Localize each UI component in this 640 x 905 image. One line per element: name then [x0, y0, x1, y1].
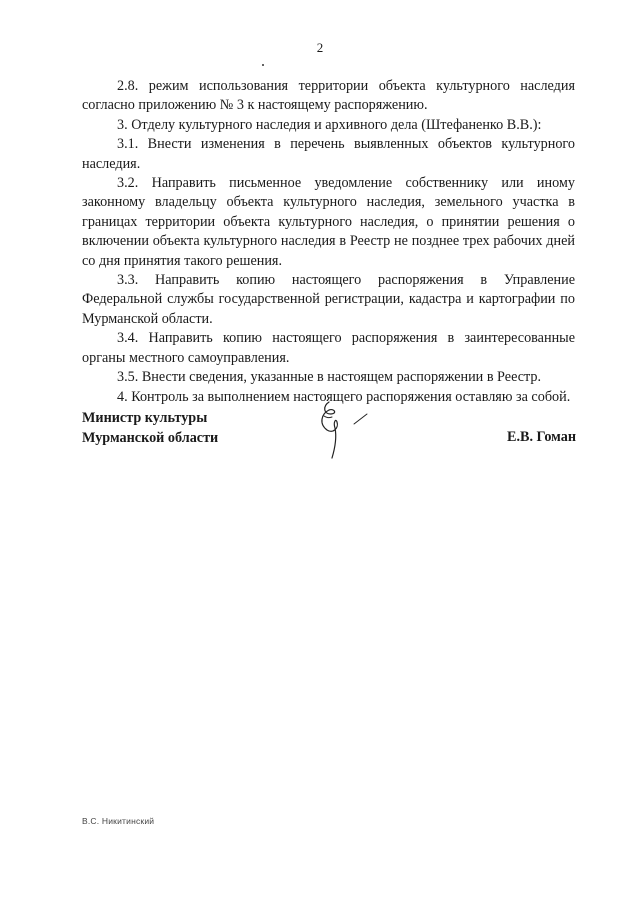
document-body [82, 77, 575, 407]
signatory-position-line2: Мурманской области [82, 429, 219, 446]
paragraph-3-5: 3.5. Внести сведения, указанные в настоящем распоряжении в Реестр. [117, 369, 542, 386]
paragraph-3-1: 3.1. Внести изменения в перечень выявленных объектов культурного наследия. [82, 136, 575, 172]
signatory-position-line1: Министр культуры [82, 410, 208, 426]
page-number: 2 [316, 40, 324, 55]
paragraph-3-4: 3.4. Направить копию настоящего распоряжения в заинтересованные органы местного самоуправления. [82, 330, 575, 366]
scan-speck [262, 64, 264, 66]
signatory-position [82, 409, 218, 448]
paragraph-3-3: 3.3. Направить копию настоящего распоряжения в Управление Федеральной службы государственной регистрации, кадастра и картографии по Мурманской области. [82, 272, 575, 327]
handwritten-signature [305, 392, 385, 467]
paragraph-2-8: 2.8. режим использования территории объекта культурного наследия согласно приложению № 3 к настоящему распоряжению. [82, 78, 575, 114]
paragraph-3-2: 3.2. Направить письменное уведомление собственнику или иному законному владельцу объекта культурного наследия, земельного участка в границах территории объекта культурного наследия, о принятии решения о включении объекта культурного наследия в Реестр не позднее трех рабочих дней со дня принятия такого решения. [82, 175, 575, 269]
signatory-name: Е.В. Гоман [506, 429, 576, 445]
paragraph-3: 3. Отделу культурного наследия и архивного дела (Штефаненко В.В.): [117, 116, 542, 133]
executor-name: В.С. Никитинский [82, 816, 155, 826]
paragraph-4: 4. Контроль за выполнением настоящего распоряжения оставляю за собой. [117, 388, 571, 405]
